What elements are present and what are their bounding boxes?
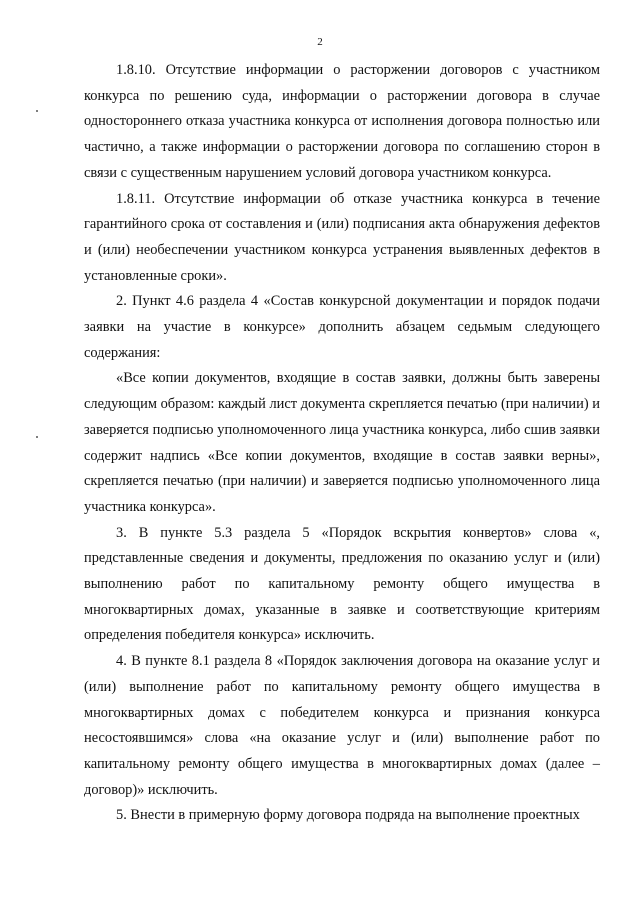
paragraph-quoted-copies: «Все копии документов, входящие в состав заявки, должны быть заверены следующим образом: каждый лист документа скрепляется печатью (при наличии) и заверяется подписью уполномоченного лица участника конкурса, либо сшив заявки содержит надпись «Все копии документов, входящие в состав заявки верны», скрепляется печатью (при наличии) и заверяется подписью уполномоченного лица участника конкурса». — [84, 370, 600, 515]
margin-dot — [36, 436, 38, 438]
paragraph-item-5: 5. Внести в примерную форму договора подряда на выполнение проектных — [116, 807, 580, 824]
paragraph-item-3: 3. В пункте 5.3 раздела 5 «Порядок вскрытия конвертов» слова «, представленные сведения и документы, предложения по оказанию услуг и (или) выполнению работ по капитальному ремонту общего имущества в многоквартирных домах, указанные в заявке и соответствующие критериям определения победителя конкурса» исключить. — [84, 524, 600, 644]
page-number: 2 — [317, 36, 323, 48]
margin-dot — [36, 110, 38, 112]
document-body — [84, 58, 600, 829]
paragraph-1-8-11: 1.8.11. Отсутствие информации об отказе участника конкурса в течение гарантийного срока от составления и (или) подписания акта обнаружения дефектов и (или) необеспечении участником конкурса устранения выявленных дефектов в установленные сроки». — [84, 190, 600, 284]
paragraph-item-4: 4. В пункте 8.1 раздела 8 «Порядок заключения договора на оказание услуг и (или) выполнение работ по капитальному ремонту общего имущества в многоквартирных домах с победителем конкурса и признания конкурса несостоявшимся» слова «на оказание услуг и (или) выполнение работ по капитальному ремонту общего имущества в многоквартирных домах (далее – договор)» исключить. — [84, 653, 600, 798]
paragraph-item-2: 2. Пункт 4.6 раздела 4 «Состав конкурсной документации и порядок подачи заявки на участие в конкурсе» дополнить абзацем седьмым следующего содержания: — [84, 293, 600, 361]
paragraph-1-8-10: 1.8.10. Отсутствие информации о расторжении договоров с участником конкурса по решению суда, информации о расторжении договора в случае одностороннего отказа участника конкурса от исполнения договора полностью или частично, а также информации о расторжении договора по соглашению сторон в связи с существенным нарушением условий договора участником конкурса. — [84, 62, 600, 181]
